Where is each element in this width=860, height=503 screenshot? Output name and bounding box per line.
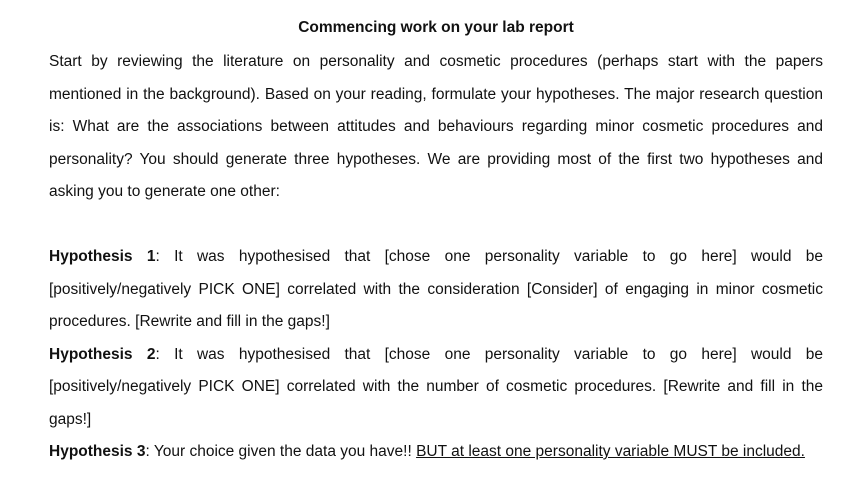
- document-body: [49, 14, 823, 469]
- hypothesis-3-separator: :: [145, 443, 150, 460]
- hypothesis-3-underlined-requirement: BUT at least one personality variable MUST be included.: [416, 443, 805, 460]
- hypothesis-1-text: It was hypothesised that [chose one personality variable to go here] would be [positively/negatively PICK ONE] correlated with the consideration [Consider] of engaging in minor cosmetic procedures. [Rewrite and fill in the gaps!]: [49, 248, 823, 330]
- hypothesis-1-separator: :: [155, 248, 160, 265]
- intro-paragraph: Start by reviewing the literature on personality and cosmetic procedures (perhaps start with the papers mentioned in the background). Based on your reading, formulate your hypotheses. The major research question is: What are the associations between attitudes and behaviours regarding minor cosmetic procedures and personality? You should generate three hypotheses. We are providing most of the first two hypotheses and asking you to generate one other:: [49, 53, 823, 200]
- hypothesis-3-label: Hypothesis 3: [49, 443, 146, 460]
- hypothesis-1: [49, 241, 823, 339]
- paragraph-spacer: [49, 209, 823, 242]
- hypothesis-1-label: Hypothesis 1: [49, 248, 156, 265]
- hypothesis-2-text: It was hypothesised that [chose one personality variable to go here] would be [positively/negatively PICK ONE] correlated with the number of cosmetic procedures. [Rewrite and fill in the gaps!]: [49, 345, 823, 428]
- hypothesis-3-text: Your choice given the data you have!!: [149, 443, 417, 460]
- hypothesis-3: [49, 436, 823, 469]
- hypothesis-2-label: Hypothesis 2: [49, 345, 156, 363]
- hypothesis-2-separator: :: [155, 345, 160, 363]
- document-title: Commencing work on your lab report: [298, 19, 574, 36]
- hypothesis-2: [49, 339, 823, 437]
